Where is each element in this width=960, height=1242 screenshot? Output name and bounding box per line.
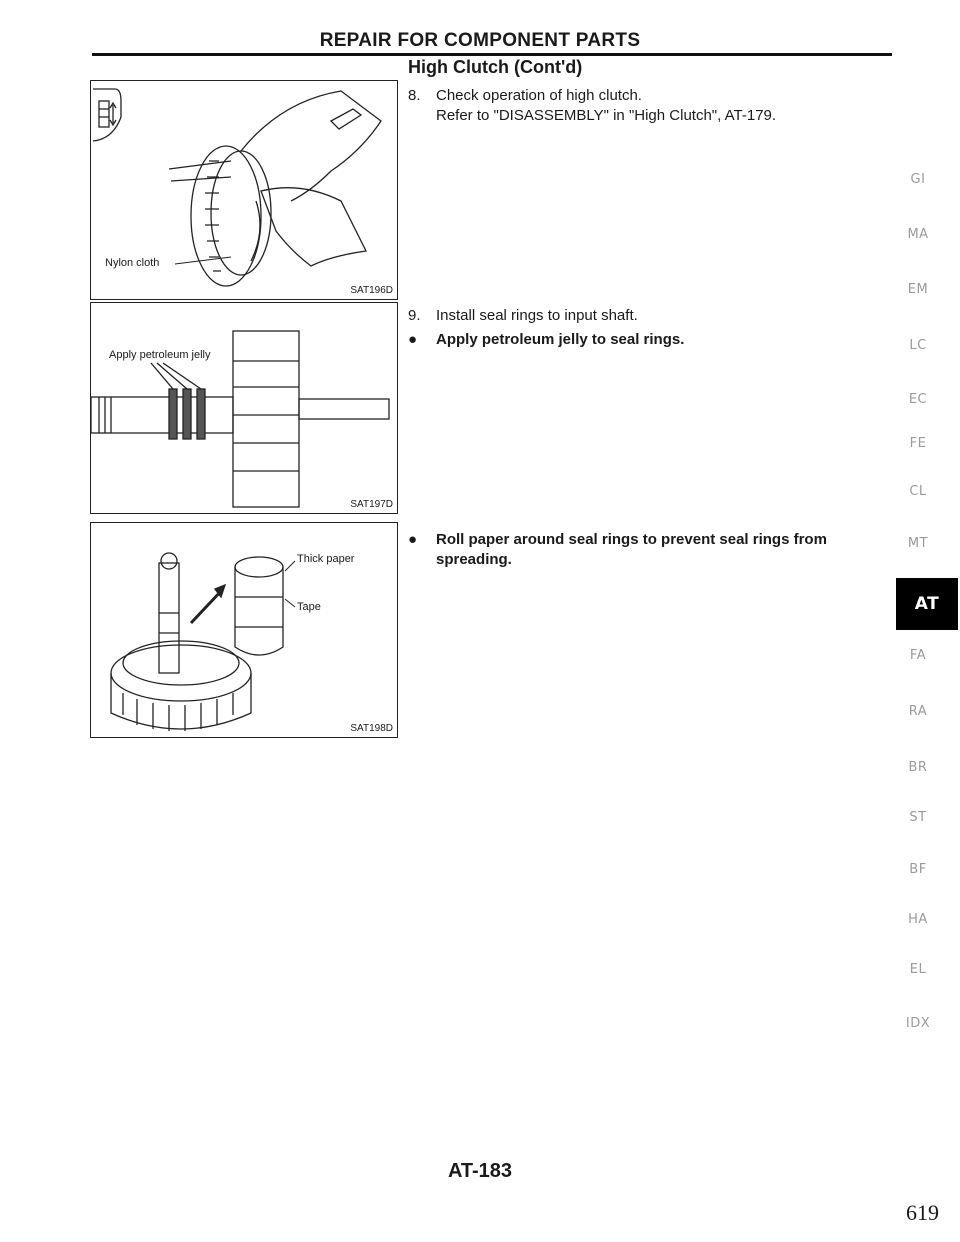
step-number: 9. <box>408 307 421 324</box>
input-shaft-illustration <box>91 303 397 513</box>
nav-item-ec[interactable]: EC <box>908 392 928 407</box>
step-number: 8. <box>408 87 421 104</box>
nav-item-mt[interactable]: MT <box>907 536 929 551</box>
figure-sat196d <box>90 80 398 300</box>
bullet-roll-paper <box>408 530 896 570</box>
figure-sat197d <box>90 302 398 514</box>
figure-label-nylon-cloth: Nylon cloth <box>105 257 160 269</box>
nav-item-lc[interactable]: LC <box>909 338 927 353</box>
step-text-line2: Refer to "DISASSEMBLY" in "High Clutch", AT-179. <box>436 107 777 124</box>
bullet-text: Apply petroleum jelly to seal rings. <box>436 331 685 348</box>
step-8 <box>408 86 776 126</box>
bullet-apply-jelly <box>408 330 896 350</box>
figure-label-apply-jelly: Apply petroleum jelly <box>109 349 211 361</box>
header-title: REPAIR FOR COMPONENT PARTS <box>319 30 641 51</box>
nav-item-br[interactable]: BR <box>908 760 928 775</box>
page-number: AT-183 <box>447 1160 513 1182</box>
figure-label-thick-paper: Thick paper <box>297 553 355 565</box>
figure-sat198d <box>90 522 398 738</box>
nav-item-el[interactable]: EL <box>909 962 927 977</box>
figure-label-tape: Tape <box>297 601 321 613</box>
nav-item-ma[interactable]: MA <box>907 227 929 242</box>
nav-item-ra[interactable]: RA <box>908 704 928 719</box>
nav-item-st[interactable]: ST <box>909 810 927 825</box>
nav-item-fe[interactable]: FE <box>909 436 927 451</box>
bullet-text: Roll paper around seal rings to prevent seal rings from spreading. <box>436 531 827 568</box>
figure-code: SAT197D <box>350 499 393 510</box>
header-rule <box>92 53 892 56</box>
bullet-symbol: ● <box>408 531 418 548</box>
step-9 <box>408 306 638 326</box>
nav-item-idx[interactable]: IDX <box>905 1016 931 1031</box>
step-text-line1: Check operation of high clutch. <box>436 87 642 104</box>
step-text-line1: Install seal rings to input shaft. <box>436 307 638 324</box>
nav-item-bf[interactable]: BF <box>909 862 927 877</box>
nav-item-cl[interactable]: CL <box>909 484 927 499</box>
nav-item-at[interactable]: AT <box>896 578 958 630</box>
nav-item-gi[interactable]: GI <box>910 172 926 187</box>
nav-item-fa[interactable]: FA <box>909 648 927 663</box>
bullet-symbol: ● <box>408 331 418 348</box>
folio-number: 619 <box>906 1200 939 1225</box>
nav-item-em[interactable]: EM <box>907 282 929 297</box>
figure-code: SAT196D <box>350 285 393 296</box>
section-title: High Clutch (Cont'd) <box>408 57 583 77</box>
nav-item-ha[interactable]: HA <box>908 912 928 927</box>
figure-code: SAT198D <box>350 723 393 734</box>
